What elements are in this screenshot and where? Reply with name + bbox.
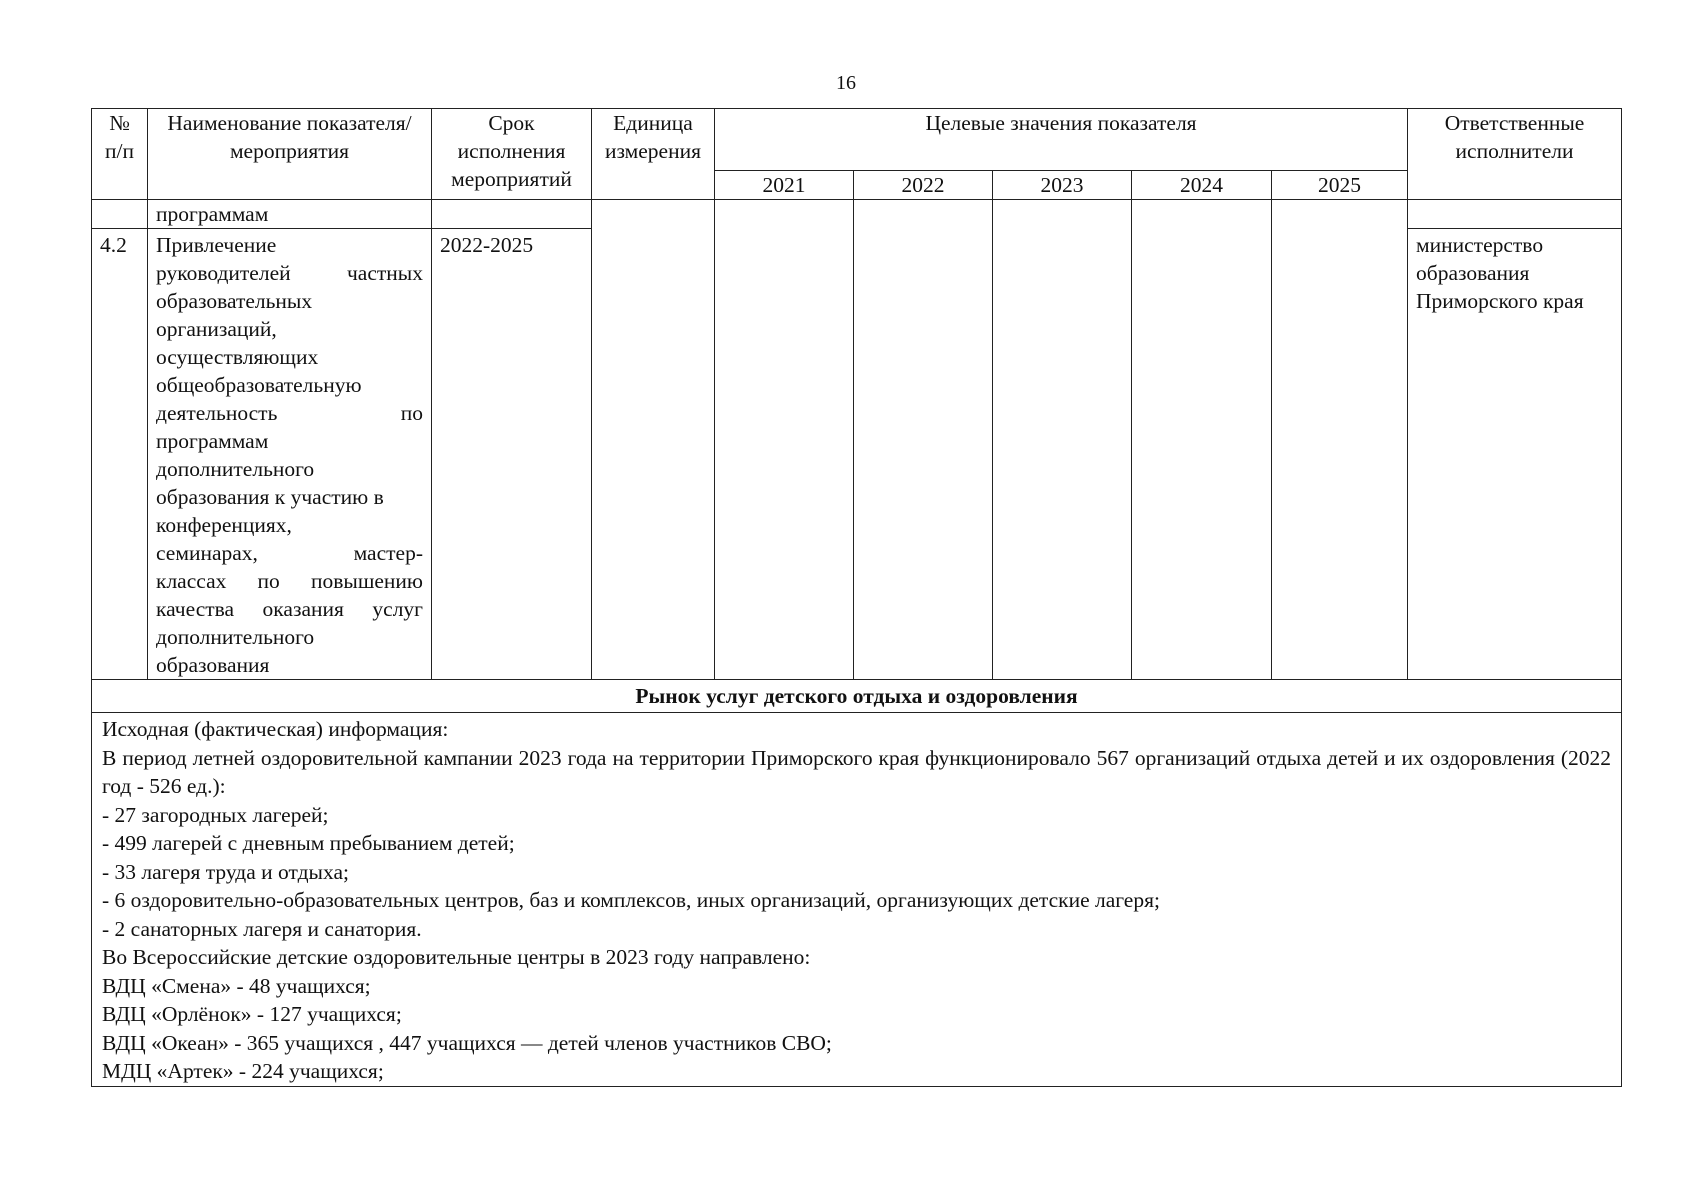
cell-term: 2022-2025 bbox=[432, 229, 592, 680]
section-info: Исходная (фактическая) информация: В период летней оздоровительной кампании 2023 года на территории Приморского края функционировало 567 организаций отдыха детей и их оздоровления (2022 год - 526 ед.): - 27 загородных лагерей; - 499 лагерей с дневным пребыванием детей; - 33 лагеря труда и отдыха; - 6 оздоровительно-образовательных центров, баз и комплексов, иных организаций, организующих детские лагеря; - 2 санаторных лагеря и санатория. Во Всероссийские детские оздоровительные центры в 2023 году направлено: ВДЦ «Смена» - 48 учащихся; ВДЦ «Орлёнок» - 127 учащихся; ВДЦ «Океан» - 365 учащихся , 447 учащихся — детей членов участников СВО; МДЦ «Артек» - 224 учащихся; bbox=[92, 713, 1622, 1087]
cell-2023 bbox=[993, 200, 1132, 680]
cell-num: 4.2 bbox=[92, 229, 148, 680]
cell-name: программам bbox=[148, 200, 432, 229]
cell-responsible bbox=[1408, 200, 1622, 229]
header-num: № п/п bbox=[92, 109, 148, 200]
cell-2025 bbox=[1272, 200, 1408, 680]
cell-name: Привлечение руководителей частных образовательных организаций, осуществляющих общеобразовательную деятельность по программам дополнительного образования к участию в конференциях, семинарах, мастер- классах по повышению качества оказания услуг дополнительного образования bbox=[148, 229, 432, 680]
cell-2024 bbox=[1132, 200, 1272, 680]
header-responsible: Ответственные исполнители bbox=[1408, 109, 1622, 200]
header-year-2022: 2022 bbox=[854, 171, 993, 200]
cell-term bbox=[432, 200, 592, 229]
header-year-2023: 2023 bbox=[993, 171, 1132, 200]
section-title: Рынок услуг детского отдыха и оздоровления bbox=[92, 680, 1622, 713]
cell-2022 bbox=[854, 200, 993, 680]
header-year-2024: 2024 bbox=[1132, 171, 1272, 200]
header-targets: Целевые значения показателя bbox=[715, 109, 1408, 171]
header-unit: Единица измерения bbox=[592, 109, 715, 200]
cell-unit bbox=[592, 200, 715, 680]
header-name: Наименование показателя/мероприятия bbox=[148, 109, 432, 200]
header-year-2025: 2025 bbox=[1272, 171, 1408, 200]
indicators-table bbox=[91, 108, 1622, 1087]
header-year-2021: 2021 bbox=[715, 171, 854, 200]
cell-num bbox=[92, 200, 148, 229]
cell-responsible: министерство образования Приморского края bbox=[1408, 229, 1622, 680]
cell-2021 bbox=[715, 200, 854, 680]
table-row bbox=[92, 200, 1622, 229]
page-number: 16 bbox=[836, 72, 856, 94]
header-term: Срок исполнения мероприятий bbox=[432, 109, 592, 200]
